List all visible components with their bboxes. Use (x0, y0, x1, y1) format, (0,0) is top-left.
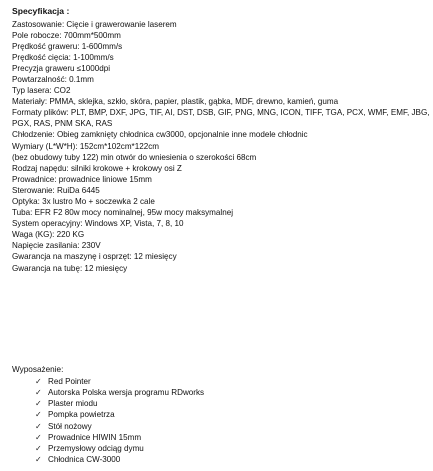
spec-materials: Materiały: PMMA, sklejka, szkło, skóra, papier, plastik, gąbka, MDF, drewno, kamień, guma (12, 97, 339, 107)
spec-work-area: Pole robocze: 700mm*500mm (12, 30, 121, 40)
equipment-item-knife-table (35, 421, 430, 432)
equipment-label: Prowadnice HIWIN 15mm (48, 432, 142, 442)
equipment-title: Wyposażenie: (12, 364, 64, 374)
checkmark-icon: ✓ (35, 444, 42, 454)
specification-title: Specyfikacja : (12, 6, 70, 16)
checkmark-icon: ✓ (35, 455, 42, 465)
section-spacing (12, 274, 430, 364)
spec-repeatability: Powtarzalność: 0.1mm (12, 74, 94, 84)
equipment-label: Autorska Polska wersja programu RDworks (48, 388, 205, 398)
spec-dimensions-note: (bez obudowy tuby 122) min otwór do wniesienia o szerokości 68cm (12, 152, 257, 162)
equipment-item-air-pump (35, 409, 430, 420)
spec-application: Zastosowanie: Cięcie i grawerowanie laserem (12, 19, 177, 29)
spec-engraving-precision: Precyzja graweru ≤1000dpi (12, 63, 111, 73)
spec-guides: Prowadnice: prowadnice liniowe 15mm (12, 174, 152, 184)
equipment-label: Pompka powietrza (48, 410, 115, 420)
equipment-label: Red Pointer (48, 376, 91, 386)
equipment-item-chiller (35, 454, 430, 465)
spec-tube: Tuba: EFR F2 80w mocy nominalnej, 95w mocy maksymalnej (12, 208, 234, 218)
spec-cooling: Chłodzenie: Obieg zamknięty chłodnica cw3000, opcjonalnie inne modele chłodnic (12, 130, 308, 140)
checkmark-icon: ✓ (35, 421, 42, 431)
equipment-label: Przemysłowy odciąg dymu (48, 444, 144, 454)
checkmark-icon: ✓ (35, 410, 42, 420)
spec-drive-type: Rodzaj napędu: silniki krokowe + krokowy osi Z (12, 163, 182, 173)
equipment-item-rdworks (35, 387, 430, 398)
spec-weight: Waga (KG): 220 KG (12, 230, 85, 240)
spec-cutting-speed: Prędkość cięcia: 1-100mm/s (12, 52, 114, 62)
spec-operating-system: System operacyjny: Windows XP, Vista, 7, 8, 10 (12, 219, 184, 229)
equipment-item-hiwin-guides (35, 432, 430, 443)
checkmark-icon: ✓ (35, 399, 42, 409)
checkmark-icon: ✓ (35, 388, 42, 398)
equipment-label: Chłodnica CW-3000 (48, 455, 121, 465)
equipment-item-honeycomb (35, 398, 430, 409)
spec-laser-type: Typ lasera: CO2 (12, 86, 71, 96)
spec-file-formats: Formaty plików: PLT, BMP, DXF, JPG, TIF, AI, DST, DSB, GIF, PNG, MNG, ICON, TIFF, TGA, PCX, WMF, EMF, JBG, PGX, RAS, PNM SKA, RAS (12, 108, 430, 129)
spec-voltage: Napięcie zasilania: 230V (12, 241, 101, 251)
spec-machine-warranty: Gwarancja na maszynę i osprzęt: 12 miesięcy (12, 252, 177, 262)
equipment-list (12, 376, 430, 466)
spec-dimensions: Wymiary (L*W*H): 152cm*102cm*122cm (12, 141, 159, 151)
spec-tube-warranty: Gwarancja na tubę: 12 miesięcy (12, 263, 128, 273)
specification-document (12, 6, 430, 465)
specification-list (12, 19, 430, 274)
spec-controller: Sterowanie: RuiDa 6445 (12, 185, 100, 195)
spec-optics: Optyka: 3x lustro Mo + soczewka 2 cale (12, 197, 155, 206)
checkmark-icon: ✓ (35, 432, 42, 442)
spec-engraving-speed: Prędkość graweru: 1-600mm/s (12, 41, 123, 51)
equipment-label: Plaster miodu (48, 399, 98, 409)
checkmark-icon: ✓ (35, 376, 42, 386)
equipment-item-red-pointer (35, 376, 430, 387)
equipment-item-fume-extractor (35, 443, 430, 454)
equipment-label: Stół nożowy (48, 421, 92, 431)
